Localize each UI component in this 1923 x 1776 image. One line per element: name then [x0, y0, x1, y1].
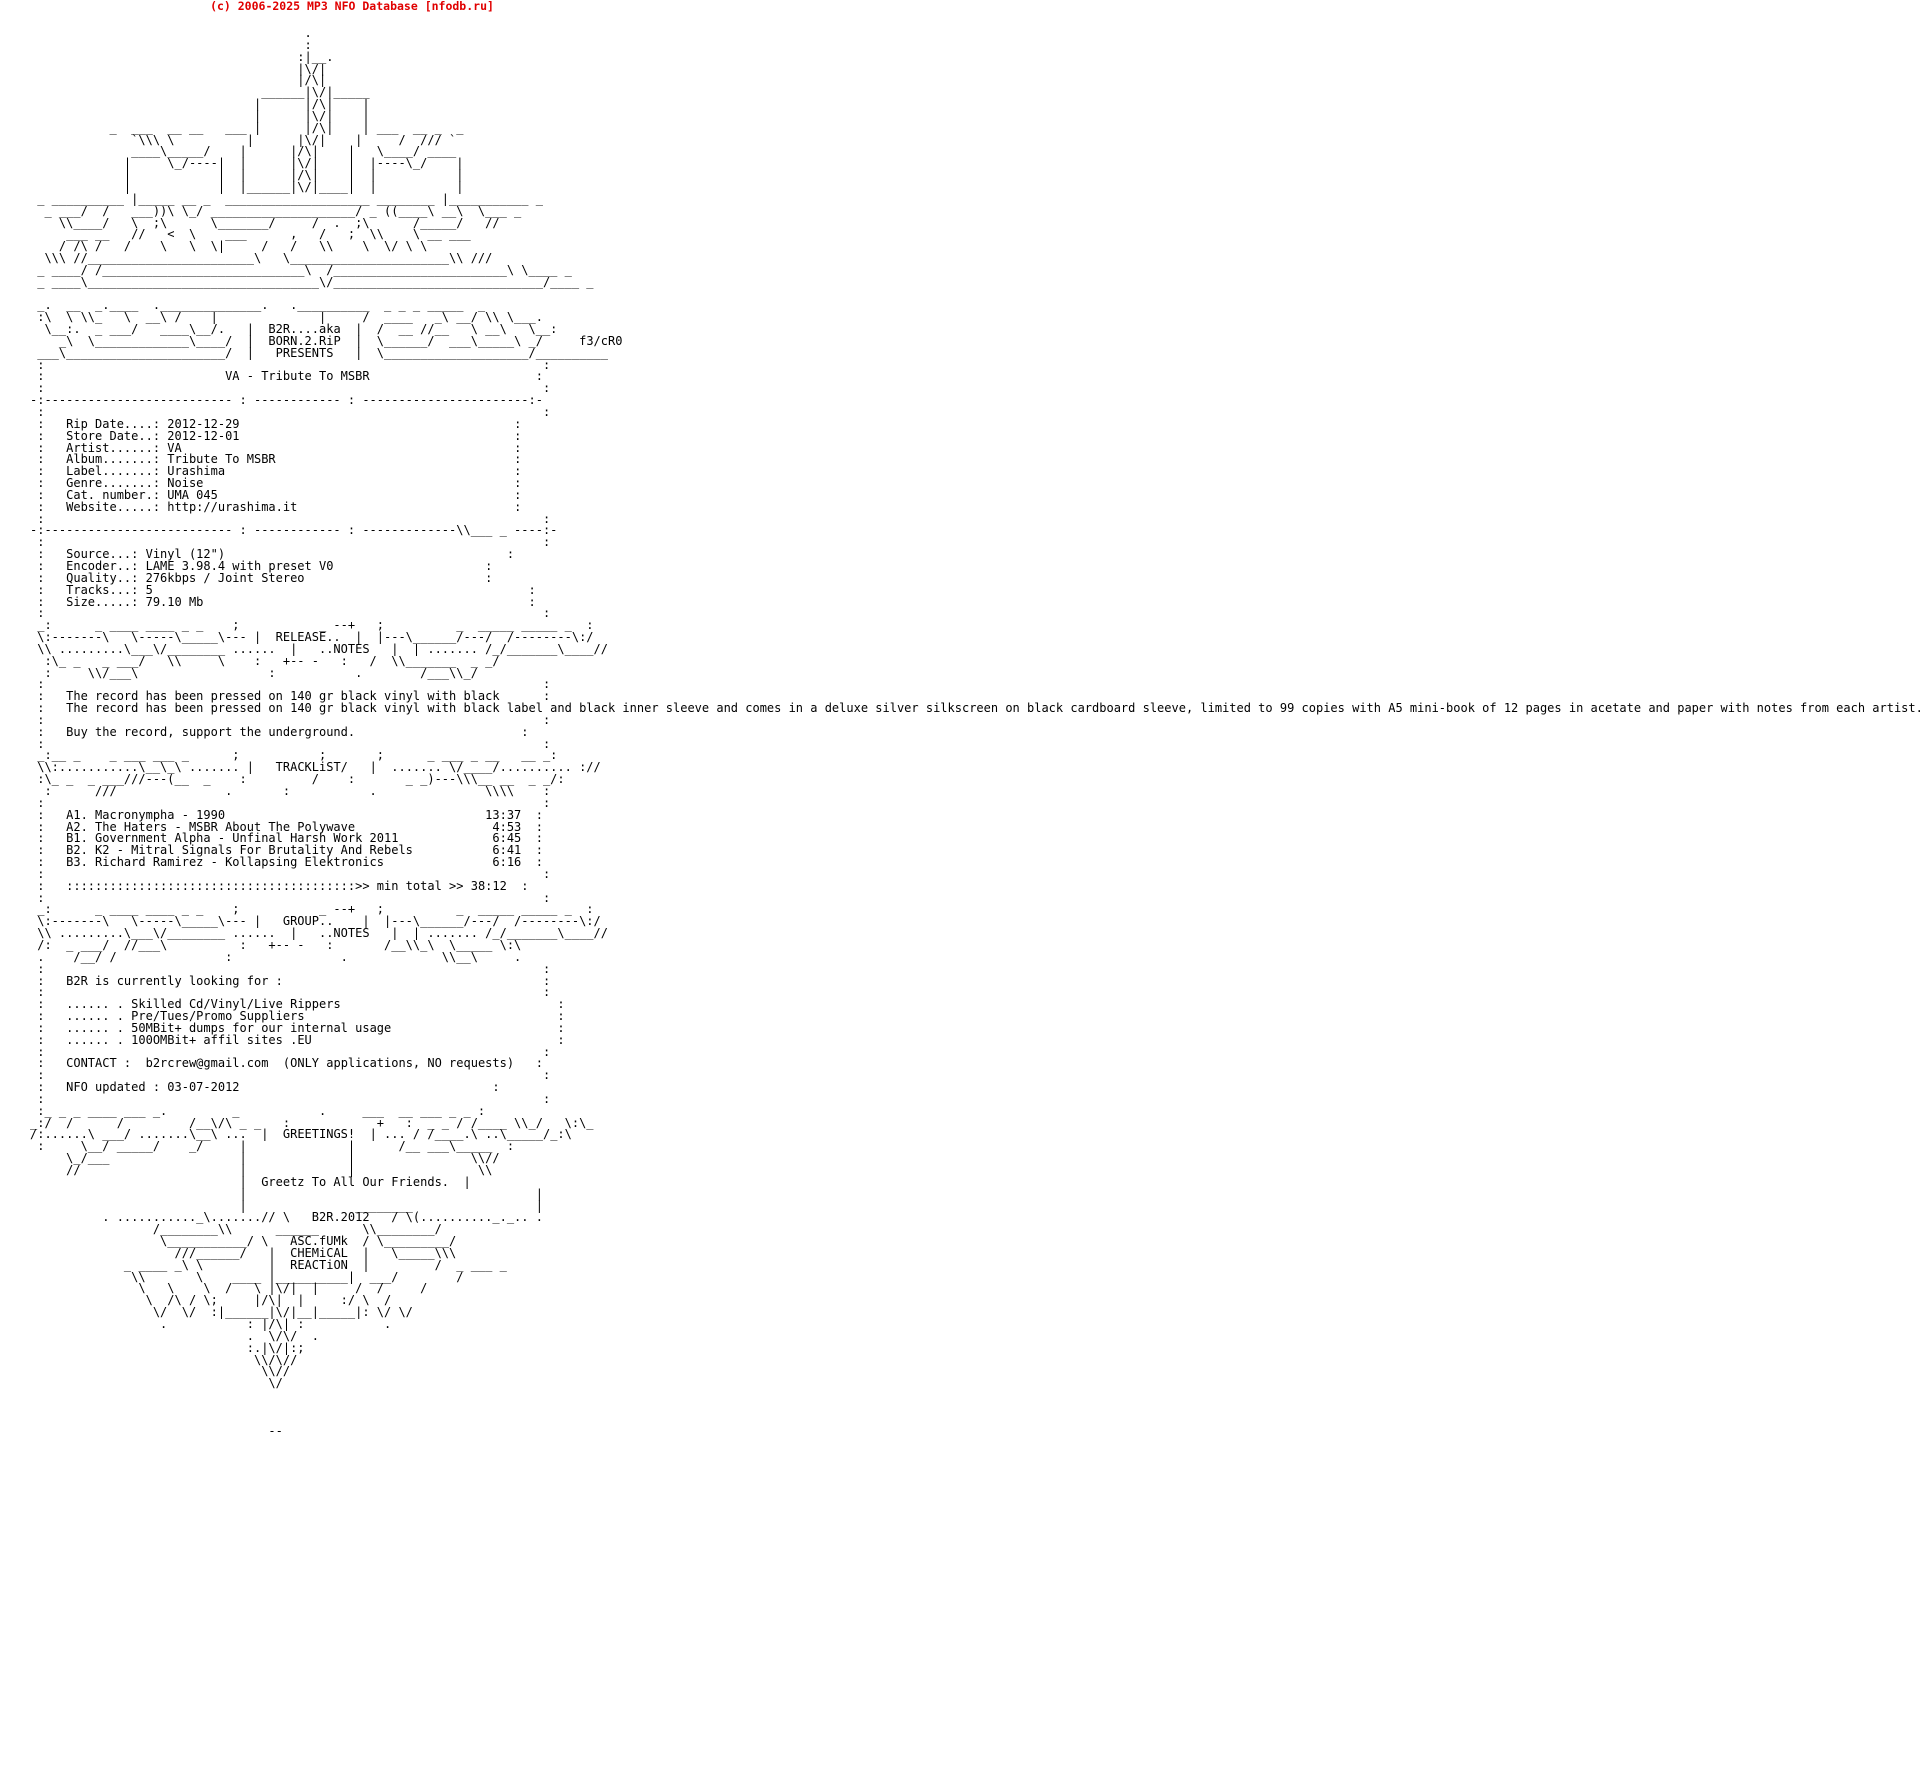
want-item: Skilled Cd/Vinyl/Live Rippers: [131, 997, 341, 1012]
tracklist-heading: TRACKLiST: [275, 760, 341, 775]
want-item: 50MBit+ dumps for our internal usage: [131, 1020, 392, 1035]
nfo-art: . : :|__. |\/| |/\| ______|\/|_____ | |/\| | | |\/| | _ ___ __ __ ___ | |/\| | ___ __ _ _ `\\\ \ | |\/| | / /// ` ____\_____/ | |/\| | \____/ ____ | \_/----| | |\/| | |----\_/ | | | | |/\| | | | | | |______|\/|____| | | _ __________ |_____ __ _ ____________________ ________ |___________ _ _ ___/ / ___))\ \_/ ____________________/ _ ((____\ __\ \___ _ \\____/ \ ;\ \_______/ / . ;\ /_____/ // ___ __ // < \ ___ , / ; \\ \ __ ___ / /\ / / \ \ \| / / \\ \ \/ \ \ \\\ //_______________________\ \______________________\\ /// _ ____/ /____________________________\ /________________________\ \____ _ _ ____\________________________________\/_____________________________/____ _ _. __ _.____ .______________. .__________ _ _ _ _____ _ :\ \ \\_ \ __\ / | | / ____ _\ __/ \\ \___. \__:. _ ___/ ____\__/. | B2R....aka | / __ //__ \ __\ \__: _\ \_____________\____/ | BORN.2.RiP | \______/ ___\_____\ _/ f3/cR0 ___\______________________/ | PRESENTS | \____________________/__________ : : : VA - Tribute To MSBR : : : -:-------------------------- : ------------ : -----------------------:- : : : Rip Date....: 2012-12-29 : : Store Date..: 2012-12-01 : : Artist......: VA : : Album.......: Tribute To MSBR : : Label.......: Urashima : : Genre.......: Noise : : Cat. number.: UMA 045 : : Website.....: http://urashima.it : : : -:-------------------------- : ------------ : -------------\\___ _ ----:- : : : Source...: Vinyl (12") : : Encoder..: LAME 3.98.4 with preset V0 : : Quality..: 276kbps / Joint Stereo : : Tracks...: 5 : : Size.....: 79.10 Mb : : : _: _ ____ ____ _ _ ; _ --+ ; _ _____ _____ _ : \:-------\ \-----\_____\--- | RELEASE.. | |---\______/---/ /--------\:/ \\ .........\___\/________ ...... | ..NOTES | | ....... /_/_______\____// :\_ _ _ ___/ \\ \ : +-- - : / \\_______ _ _/ : \\/___\ : . /___\\_/ : : : The record has been pressed on 140 gr black vinyl with black : : The record has been pressed on 140 gr black vinyl with black label and black inner sleeve and comes in a deluxe silver silkscreen on black cardboard sleeve, limited to 99 copies with A5 mini-book of 12 pages in acetate and paper with notes from each artist. : : : Buy the record, support the underground. : : : _:__ _ _ ___ ___ _ ; ; ; _ ___ _ __ __ _: \\:...........\__\_\ ....... | TRACKLiST/ | ....... \/____/.......... :// :\_ _ _ ___///---(__ _ : / : _ _)---\\\__ __ _ _/: : /// . : . \\\\ : : : : A1. Macronympha - 1990 13:37 : : A2. The Haters - MSBR About The Polywave 4:53 : : B1. Government Alpha - Unfinal Harsh Work 2011 6:45 : : B2. K2 - Mitral Signals For Brutality And Rebels 6:41 : : B3. Richard Ramirez - Kollapsing Elektronics 6:16 : : : : ::::::::::::::::::::::::::::::::::::::::>> min total >> 38:12 : : : _: _ ____ ____ _ _ ; _ --+ ; _ _____ _____ _ : \:-------\ \-----\_____\--- | GROUP.. | |---\______/---/ /--------\:/ \\ .........\___\/________ ...... | ..NOTES | | ....... /_/_______\____// /: _ ___/ //___\ : +-- - : /__\\_\ \_____ \:\ . /__/ / : . \\__\ . : : : B2R is currently looking for : : : : : ...... . Skilled Cd/Vinyl/Live Rippers : : ...... . Pre/Tues/Promo Suppliers : : ...... . 50MBit+ dumps for our internal usage : : ...... . 100OMBit+ affil sites .EU : : : : CONTACT : b2rcrew@gmail.com (ONLY applications, NO requests) : : : : NFO updated : 03-07-2012 : : : :_ _ _ ____ ___ _. _ . ___ __ ___ _ _ : _:/ / / /__\/\ _ _ : + : _ _ / /____ \\_/ \:\_ /:......\ ___/ .......\__\ ... | GREETINGS! | ... / /____.\ ..\_____/_:\ : \__/ _____/ _/ | | /__ ___\_____ : \_/___ | | \\// // | | \\ | Greetz To All Our Friends. | | | | ________ | . ..........._\.......// \ B2R.2012 / \(.........._._.. . /________\\ ______ \\________/ \___________/ \ ASC.fUMk / \_________/ ///______/ | CHEMiCAL | \_____\\\ _ ____ _\ \ | REACTiON | / _ ___ _ \\ \ ____ |__________| ___/ / \ \ \ / \ |\/| | / / / \ /\ / \; |/\| | :/ \ / \/ \/ :|______|\/|__|_____|: \/ \/ . : |/\| : . . \/\/ . :.|\/|:; \\/\// \\// \/ --: [30, 26, 1923, 1438]
updated-date: 03-07-2012: [167, 1080, 240, 1095]
catalog-number: UMA 045: [167, 487, 218, 502]
end-marker: --: [268, 1423, 283, 1438]
credit-line: REACTiON: [290, 1257, 348, 1272]
contact-label: CONTACT :: [66, 1056, 132, 1071]
credit-line: ASC.fUMk: [290, 1234, 348, 1249]
site-header-banner: (c) 2006-2025 MP3 NFO Database [nfodb.ru]: [210, 0, 494, 13]
release-title: VA - Tribute To MSBR: [225, 369, 370, 384]
crew-name: B2R....aka: [268, 322, 341, 337]
encoder: LAME 3.98.4 with preset V0: [145, 558, 334, 573]
store-date: 2012-12-01: [167, 428, 240, 443]
artist-signature: f3/cR0: [579, 333, 623, 348]
quality: 276kbps / Joint Stereo: [145, 570, 305, 585]
rip-date: 2012-12-29: [167, 416, 240, 431]
genre: Noise: [167, 476, 204, 491]
artist: VA: [167, 440, 182, 455]
logo-ascii-art: . : :|__. |\/| |/\| ______|\/|_____ | |/\| | | |\/| | _ ___ __ __ ___ | |/\| | ___ __ _ _ `\\\ \ | |\/| | / /// ` ____\_____/ | |/\| | \____/ ____ | \_/----| | |\/| | |----\_/ | | | | |/\| | | | | | |______|\/|____| | | _ __________ |_____ __ _ ____________________ ________ |___________ _ _ ___/ / ___))\ \_/ ____________________/ _ ((____\ __\ \___ _ \\____/ \ ;\ \_______/ / . ;\ /_____/ // ___ __ // < \ ___ , / ; \\ \ __ ___ / /\ / / \ \ \| / / \\ \ \/ \ \ \\\ //_______________________\ \______________________\\ /// _ ____/ /____________________________\ /________________________\ \____ _ _ ____\________________________________\/_____________________________/____ _: [37, 26, 594, 289]
presents-label: PRESENTS: [275, 345, 334, 360]
want-item: Pre/Tues/Promo Suppliers: [131, 1009, 305, 1024]
credit-line: CHEMiCAL: [290, 1245, 348, 1260]
updated-label: NFO updated :: [66, 1080, 161, 1095]
label: Urashima: [167, 464, 226, 479]
greetings-text: Greetz To All Our Friends.: [261, 1174, 450, 1189]
track-count: 5: [145, 582, 153, 597]
contact-email: b2rcrew@gmail.com: [145, 1056, 269, 1071]
want-item: 100OMBit+ affil sites .EU: [131, 1032, 312, 1047]
contact-note: (ONLY applications, NO requests): [282, 1056, 515, 1071]
source: Vinyl (12"): [145, 547, 226, 562]
total-label: min total >>: [376, 878, 464, 893]
support-message: Buy the record, support the underground.: [66, 724, 356, 739]
file-size: 79.10 Mb: [145, 594, 204, 609]
website: http://urashima.it: [167, 499, 298, 514]
looking-for-heading: B2R is currently looking for :: [66, 973, 283, 988]
release-notes-paragraph: The record has been pressed on 140 gr black vinyl with black label and black inner sleeve and comes in a deluxe silver silkscreen on black cardboard sleeve, limited to 99 copies with A5 mini-book of 12 pages in acetate and paper with notes from each artist.: [66, 701, 1923, 716]
total-time: 38:12: [470, 878, 507, 893]
crew-name-full: BORN.2.RiP: [268, 333, 341, 348]
album: Tribute To MSBR: [167, 452, 276, 467]
group-year: B2R.2012: [311, 1210, 370, 1225]
greetings-heading: GREETINGS!: [282, 1127, 356, 1142]
